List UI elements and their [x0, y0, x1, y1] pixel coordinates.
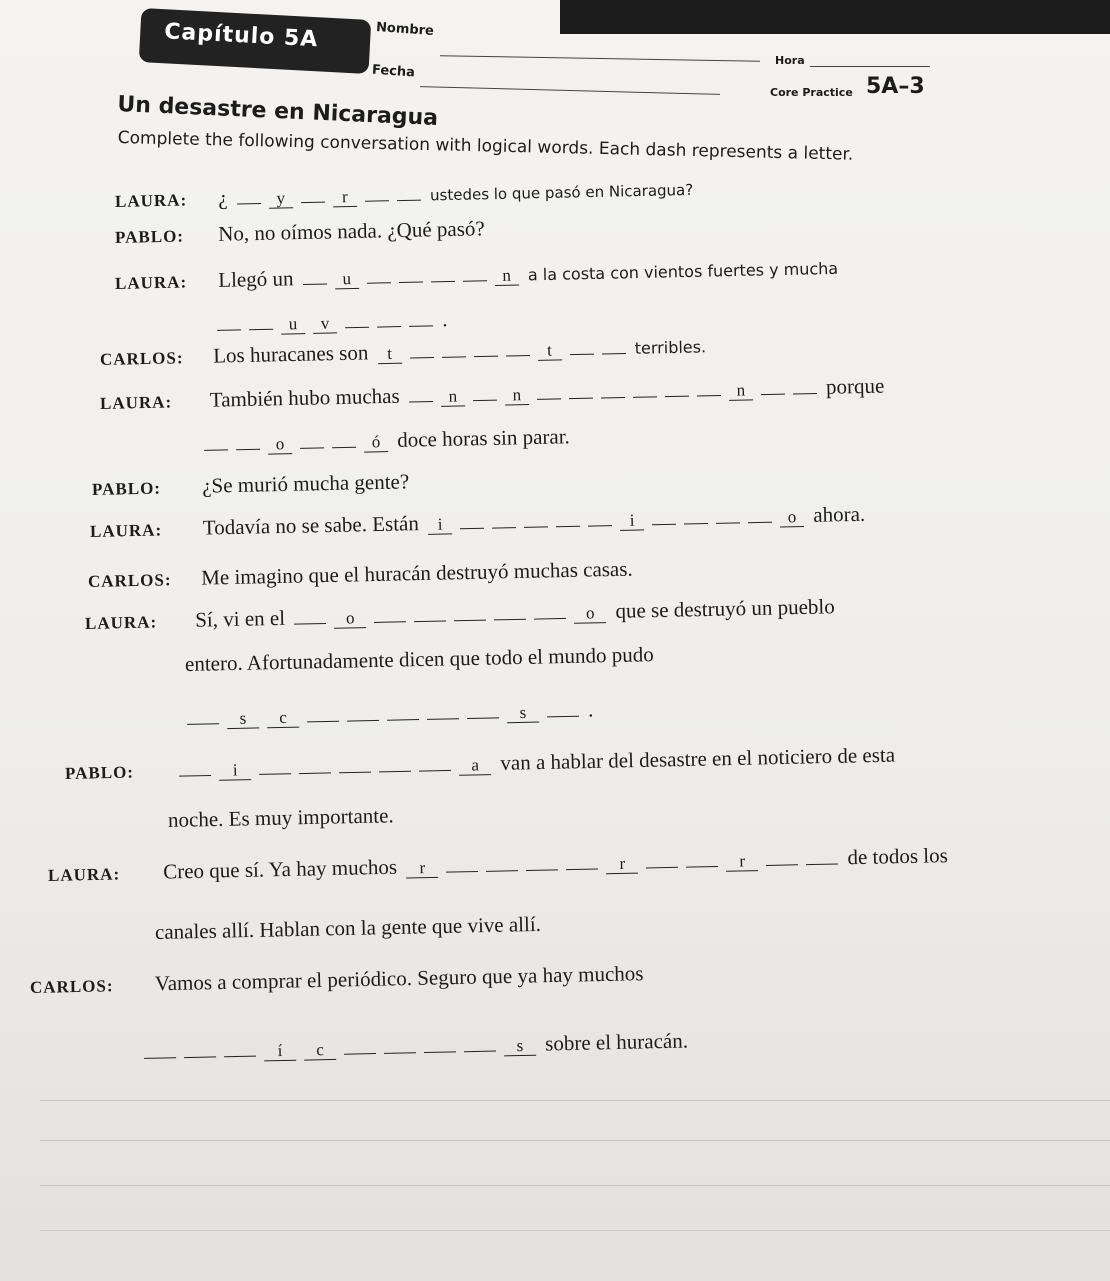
blank[interactable] [409, 401, 433, 403]
line-14-tail: van a hablar del desastre en el noticiero de esta [500, 742, 896, 775]
line-6 [100, 374, 885, 415]
blank[interactable] [665, 396, 689, 398]
line-2 [115, 216, 485, 249]
blank[interactable]: i [219, 761, 251, 781]
blank[interactable] [474, 356, 498, 358]
blank[interactable] [236, 449, 260, 451]
blank[interactable]: y [269, 189, 293, 208]
instructions: Complete the following conversation with logical words. Each dash represents a letter. [117, 128, 854, 165]
blank[interactable]: r [726, 852, 758, 872]
speaker-carlos: CARLOS: [29, 976, 114, 997]
line-16-tail: de todos los [847, 843, 949, 870]
blank[interactable] [486, 870, 518, 872]
line-8-text: ¿Se murió mucha gente? [201, 469, 410, 498]
blank[interactable] [793, 393, 817, 395]
blank[interactable] [506, 355, 530, 357]
line-13 [183, 697, 594, 731]
line-4-tail: . [441, 307, 448, 332]
worksheet-title: Un desastre en Nicaragua [116, 92, 439, 131]
line-11-lead: Sí, vi en el [194, 605, 286, 632]
line-18-text: Vamos a comprar el periódico. Seguro que ya hay muchos [154, 961, 644, 996]
line-6-tail: porque [825, 373, 885, 399]
line-8 [92, 469, 410, 501]
blank[interactable] [184, 1056, 216, 1058]
blank[interactable] [716, 522, 740, 524]
chapter-tab [139, 8, 372, 74]
blank[interactable] [224, 1056, 256, 1058]
blank[interactable] [547, 716, 579, 718]
blank[interactable] [303, 284, 327, 286]
speaker-carlos: CARLOS: [99, 348, 184, 369]
line-9-tail: ahora. [813, 501, 866, 527]
blank[interactable] [187, 723, 219, 725]
blank[interactable] [419, 770, 451, 772]
blank[interactable]: n [729, 381, 753, 400]
blank[interactable]: s [504, 1037, 536, 1057]
blank[interactable] [217, 329, 241, 331]
blank[interactable] [766, 864, 798, 866]
blank[interactable] [646, 867, 678, 869]
speaker-carlos: CARLOS: [87, 570, 172, 591]
line-3 [115, 255, 839, 295]
blank[interactable] [410, 357, 434, 359]
line-10 [88, 557, 633, 593]
blank[interactable] [463, 280, 487, 282]
blank[interactable] [446, 871, 478, 873]
blank[interactable] [556, 526, 580, 528]
blank[interactable] [204, 449, 228, 451]
blank[interactable] [761, 394, 785, 396]
blank[interactable] [249, 329, 273, 331]
blank[interactable] [365, 200, 389, 202]
blank[interactable] [347, 720, 379, 722]
line-5 [100, 333, 707, 371]
blank[interactable]: r [406, 859, 438, 879]
blank[interactable] [492, 527, 516, 529]
line-19 [140, 1029, 689, 1065]
blank[interactable]: o [780, 508, 804, 527]
blank[interactable] [374, 621, 406, 623]
blank[interactable] [494, 619, 526, 621]
line-17-text: canales allí. Hablan con la gente que vive allí. [154, 911, 542, 944]
blank[interactable] [339, 772, 371, 774]
blank[interactable]: v [313, 314, 337, 333]
blank[interactable] [379, 771, 411, 773]
speaker-laura: LAURA: [114, 190, 188, 211]
speaker-pablo: PABLO: [91, 478, 162, 499]
blank[interactable]: í [264, 1042, 296, 1062]
line-1 [115, 176, 694, 213]
blank[interactable]: r [333, 188, 357, 207]
blank[interactable] [384, 1052, 416, 1054]
line-12 [185, 642, 654, 677]
line-13-tail: . [587, 697, 594, 722]
blank[interactable]: o [574, 604, 606, 624]
blank[interactable]: o [268, 435, 292, 454]
line-12-text: entero. Afortunadamente dicen que todo el mundo pudo [184, 642, 655, 676]
blank[interactable]: a [459, 756, 491, 776]
blank[interactable] [237, 203, 261, 205]
blank[interactable] [387, 719, 419, 721]
blank[interactable] [686, 866, 718, 868]
blank[interactable]: u [281, 315, 305, 334]
speaker-laura: LAURA: [84, 612, 158, 633]
blank[interactable]: u [335, 270, 359, 289]
speaker-pablo: PABLO: [64, 762, 135, 783]
blank[interactable]: c [304, 1041, 336, 1061]
blank[interactable]: r [606, 855, 638, 875]
blank[interactable] [748, 522, 772, 524]
blank[interactable] [367, 282, 391, 284]
blank[interactable] [684, 523, 708, 525]
speaker-pablo: PABLO: [114, 226, 185, 247]
blank[interactable]: t [537, 341, 561, 360]
blank[interactable] [537, 398, 561, 400]
blank[interactable] [427, 718, 459, 720]
line-9 [90, 502, 866, 543]
line-9-lead: Todavía no se sabe. Están [202, 511, 420, 540]
nombre-line [440, 55, 760, 62]
line-2-text: No, no oímos nada. ¿Qué pasó? [217, 216, 485, 246]
blank[interactable]: t [377, 345, 401, 364]
blank[interactable]: i [428, 515, 452, 534]
line-19-tail: sobre el huracán. [544, 1028, 689, 1056]
speaker-laura: LAURA: [89, 520, 163, 541]
blank[interactable] [524, 526, 548, 528]
blank[interactable] [301, 202, 325, 204]
blank[interactable] [652, 524, 676, 526]
speaker-laura: LAURA: [47, 864, 121, 885]
blank[interactable] [601, 397, 625, 399]
blank[interactable] [569, 398, 593, 400]
blank[interactable] [602, 353, 626, 355]
blank[interactable] [179, 775, 211, 777]
line-3-tail: a la costa con vientos fuertes y mucha [527, 258, 839, 285]
blank[interactable]: s [507, 704, 539, 724]
blank[interactable] [431, 281, 455, 283]
blank[interactable] [633, 396, 657, 398]
blank[interactable] [307, 721, 339, 723]
blank[interactable] [697, 395, 721, 397]
blank[interactable] [467, 717, 499, 719]
blank[interactable] [526, 869, 558, 871]
line-4 [213, 307, 448, 337]
blank[interactable] [345, 327, 369, 329]
line-11 [85, 594, 835, 635]
line-10-text: Me imagino que el huracán destruyó muchas casas. [200, 556, 633, 590]
core-practice-label: Core Practice [770, 86, 853, 99]
line-15 [168, 803, 394, 833]
line-7-tail: doce horas sin parar. [396, 424, 571, 452]
fecha-line [420, 86, 720, 95]
blank[interactable] [397, 200, 421, 202]
line-16 [48, 843, 948, 887]
blank[interactable]: o [334, 609, 366, 629]
speaker-laura: LAURA: [114, 272, 188, 293]
blank[interactable] [299, 772, 331, 774]
blank[interactable] [377, 326, 401, 328]
line-14 [65, 743, 896, 785]
line-3-lead: Llegó un [217, 266, 294, 292]
practice-number: 5A–3 [866, 74, 925, 99]
blank[interactable]: c [267, 709, 299, 729]
blank[interactable]: n [505, 386, 529, 405]
chapter-label: Capítulo 5A [163, 19, 319, 53]
blank[interactable] [442, 356, 466, 358]
line-5-lead: Los huracanes son [212, 340, 369, 368]
line-6-lead: También hubo muchas [209, 383, 400, 412]
nombre-label: Nombre [375, 19, 435, 40]
line-18 [30, 961, 644, 999]
blank[interactable] [454, 620, 486, 622]
line-16-lead: Creo que sí. Ya hay muchos [162, 854, 398, 884]
line-5-tail: terribles. [634, 337, 707, 358]
blank[interactable] [414, 620, 446, 622]
blank[interactable] [424, 1051, 456, 1053]
blank[interactable]: ó [364, 433, 388, 452]
blank[interactable] [566, 868, 598, 870]
line-15-text: noche. Es muy importante. [167, 803, 394, 832]
hora-line [810, 66, 930, 67]
blank[interactable] [460, 528, 484, 530]
blank[interactable]: i [620, 511, 644, 530]
blank[interactable] [534, 618, 566, 620]
blank[interactable] [144, 1057, 176, 1059]
fecha-label: Fecha [371, 62, 416, 81]
blank[interactable] [344, 1053, 376, 1055]
line-1-tail: ustedes lo que pasó en Nicaragua? [429, 180, 694, 205]
blank[interactable]: n [441, 387, 465, 406]
line-11-tail: que se destruyó un pueblo [615, 594, 835, 623]
blank[interactable] [588, 525, 612, 527]
blank[interactable]: n [494, 267, 518, 286]
blank[interactable] [259, 773, 291, 775]
blank[interactable] [332, 447, 356, 449]
header-band [560, 0, 1110, 34]
blank[interactable] [300, 447, 324, 449]
blank[interactable] [294, 623, 326, 625]
speaker-laura: LAURA: [99, 392, 173, 413]
blank[interactable] [464, 1051, 496, 1053]
blank[interactable]: s [227, 709, 259, 729]
blank[interactable] [409, 325, 433, 327]
hora-label: Hora [775, 54, 805, 67]
blank[interactable] [473, 400, 497, 402]
line-17 [155, 912, 541, 945]
blank[interactable] [570, 354, 594, 356]
line-7 [200, 424, 570, 457]
blank[interactable] [399, 282, 423, 284]
blank[interactable] [806, 863, 838, 865]
line-1-lead: ¿ [217, 185, 228, 210]
